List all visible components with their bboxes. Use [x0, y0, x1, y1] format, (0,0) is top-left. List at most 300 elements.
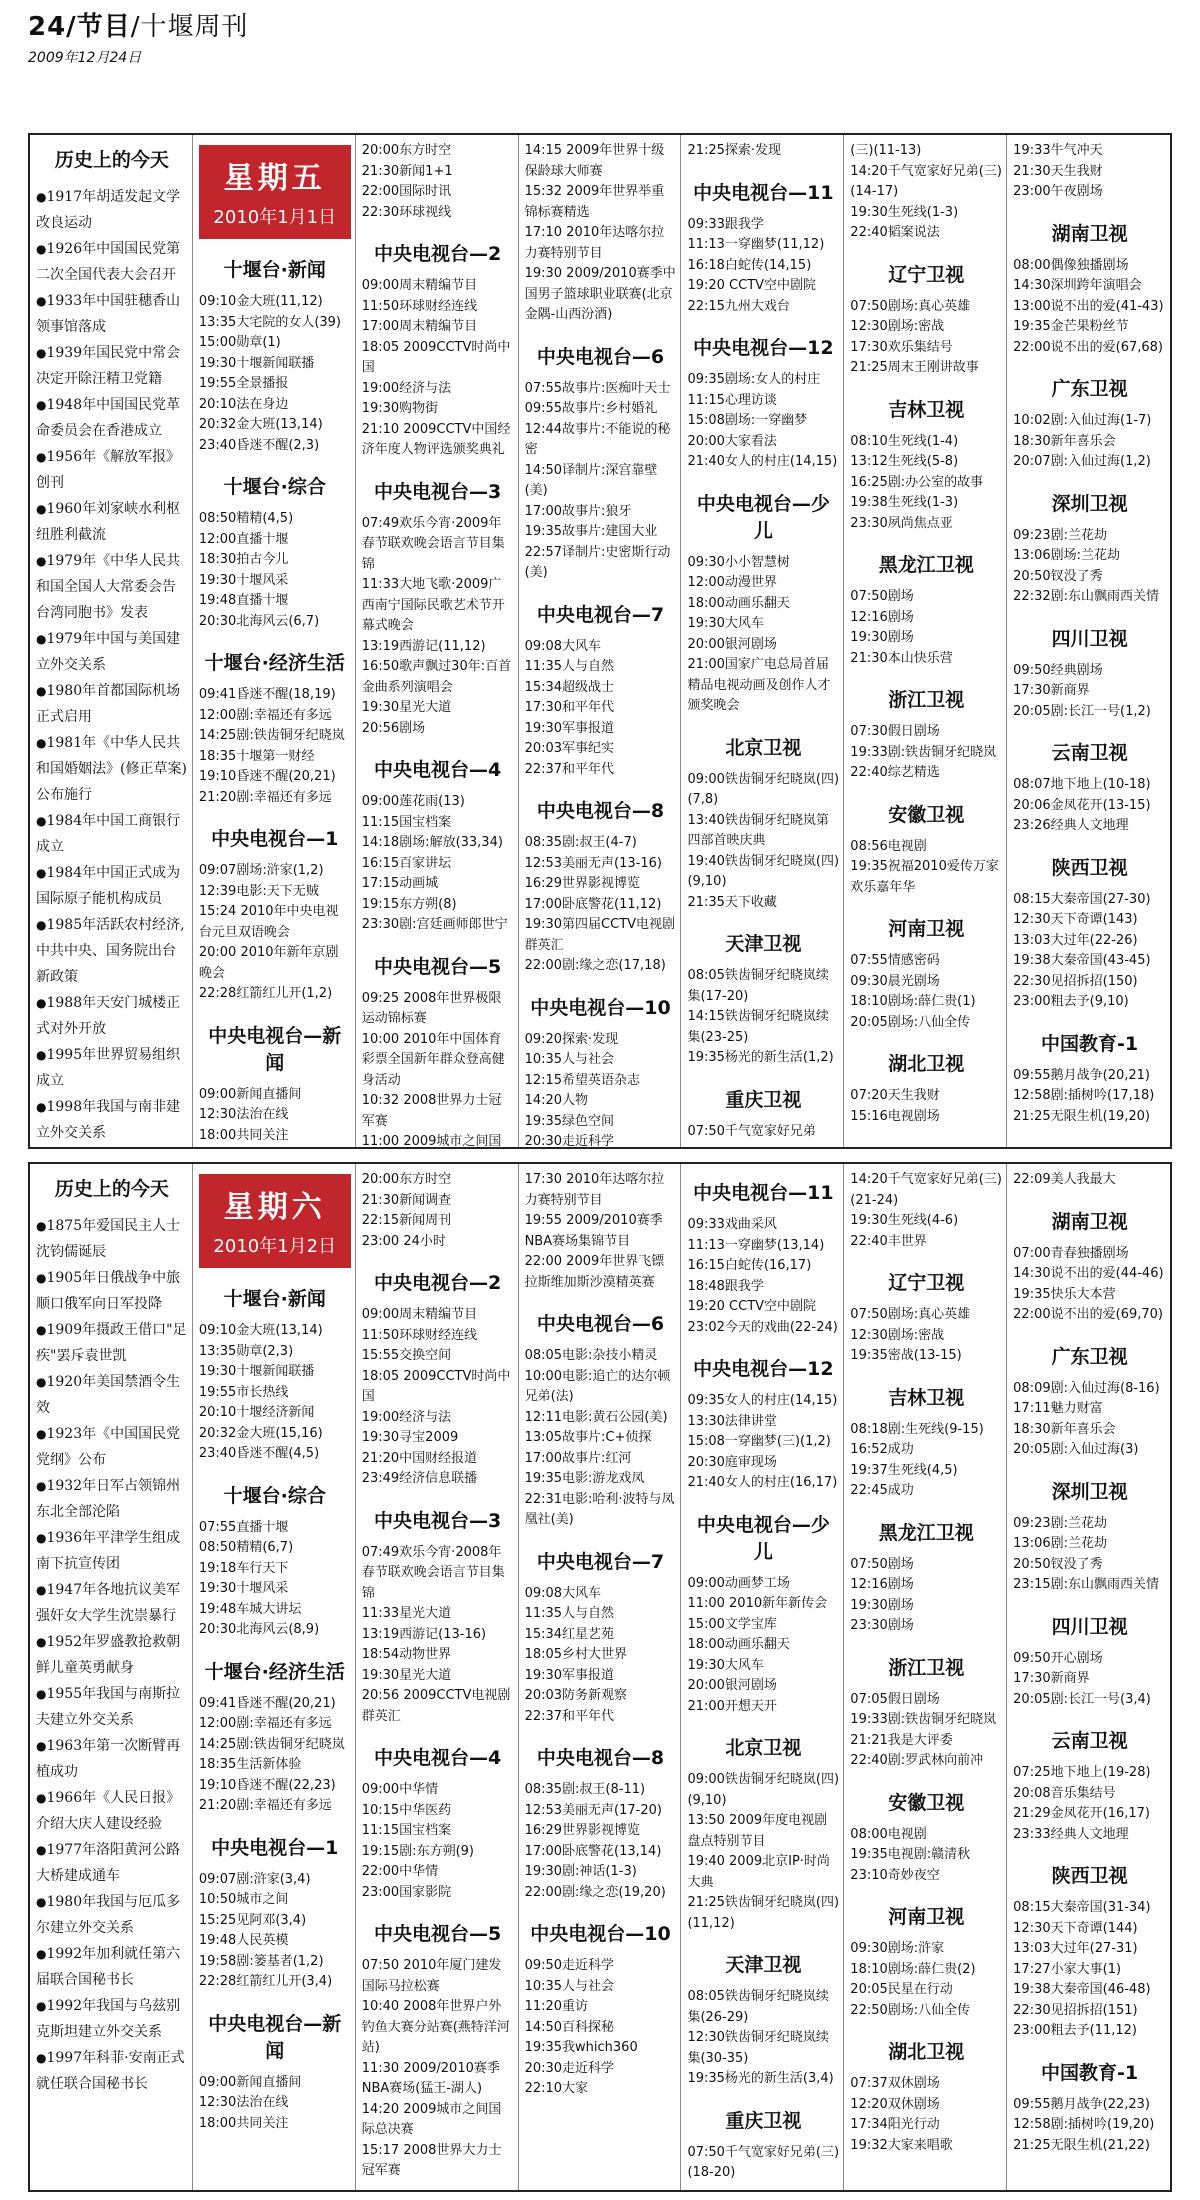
channel-name: 中央电视台—新闻 [208, 2012, 342, 2062]
program-item: 23:33经典人文地理 [1013, 1826, 1129, 1842]
program-item: 13:19西游记(13-16) [361, 1626, 487, 1642]
program-item: 21:29金凤花开(16,17) [1013, 1806, 1150, 1821]
program-item: 09:50走近科学 [524, 1958, 615, 1973]
program-item: 22:00剧:缘之恋(19,20) [524, 1884, 666, 1900]
program-item: 09:08大风车 [524, 1585, 602, 1601]
program-item: 22:32剧:东山飘雨西关情 [1013, 589, 1160, 604]
program-item: 14:15 2009年世界十级保龄球大师赛 [524, 143, 665, 179]
section-name: 节目 [76, 12, 131, 42]
bullet-icon: ● [36, 1048, 47, 1062]
program-item: 18:10剧场:薛仁贵(2) [850, 1961, 976, 1977]
program-item: 18:35生活新体验 [198, 1757, 302, 1772]
channel-name: 陕西卫视 [1051, 856, 1128, 879]
schedule-panel-saturday [28, 1162, 1172, 2192]
program-item: 19:30十堰新闻联播 [198, 1364, 315, 1379]
history-item-text: 1932年日军占领锦州东北全部沦陷 [36, 1478, 181, 1520]
program-item: 09:00新闻直播间 [198, 2074, 302, 2090]
program-item: 08:35剧:叔王(8-11) [524, 1782, 646, 1797]
program-item: 09:08大风车 [524, 638, 602, 654]
program-item: 11:13一穿幽梦(11,12) [687, 237, 825, 252]
channel-name: 中央电视台—7 [536, 603, 665, 626]
program-item: 07:49欢乐今宵·2009年春节联欢晚会语言节目集锦 [361, 515, 505, 572]
history-item-text: 1977年洛阳黄河公路大桥建成通车 [36, 1842, 181, 1884]
history-item [36, 1213, 188, 1265]
program-item: 19:35故事片:建国大业 [524, 524, 658, 539]
program-item: 20:05剧:长江一号(1,2) [1013, 703, 1151, 719]
program-item: 21:35天下收藏 [687, 894, 777, 910]
history-item [36, 548, 188, 626]
program-item: 11:30 2009/2010赛季NBA赛场(猛王-湖人) [361, 2060, 500, 2096]
program-item: 22:00 2009年世界飞镖拉斯维加斯沙漠精英赛 [524, 1254, 665, 1290]
program-item: 23:30夙尚焦点亚 [850, 515, 953, 531]
program-item: 12:58剧:插树吟(17,18) [1013, 1088, 1155, 1103]
history-item-text: 1947年各地抗议美军强奸女大学生沈崇暴行 [36, 1582, 181, 1624]
program-item: (三)(11-13) [850, 143, 922, 158]
history-item [36, 1265, 188, 1317]
bullet-icon: ● [36, 242, 47, 256]
channel-name: 四川卫视 [1051, 1615, 1128, 1638]
program-item: 09:00中华情 [361, 1782, 439, 1797]
program-item: 12:30剧场:密战 [850, 319, 945, 334]
program-item: 21:25无限生机(19,20) [1013, 1108, 1150, 1124]
channel-name: 河南卫视 [888, 1906, 965, 1928]
channel-name: 十堰台·新闻 [223, 259, 326, 281]
schedule-column [1007, 1164, 1170, 2190]
bullet-icon: ● [36, 190, 47, 204]
program-item: 21:20剧:幸福还有多远 [198, 1798, 332, 1813]
program-item: 14:20 2009城市之间国际总决赛 [361, 2101, 502, 2137]
program-item: 09:00莲花雨(13) [361, 794, 465, 809]
bullet-icon: ● [36, 450, 47, 464]
program-item: 14:25剧:铁齿铜牙纪晓岚 [198, 728, 345, 743]
channel-name: 中央电视台—11 [693, 181, 834, 204]
history-item-text: 1920年美国禁酒令生效 [36, 1374, 181, 1416]
program-item: 21:30天生我财 [1013, 163, 1103, 179]
program-item: 20:00银河剧场 [687, 636, 777, 652]
program-item: 12:58剧:插树吟(19,20) [1013, 2117, 1155, 2132]
bullet-icon: ● [36, 918, 47, 932]
program-item: 13:12生死线(5-8) [850, 454, 959, 469]
program-item: 07:50 2010年厦门建发国际马拉松赛 [361, 1958, 502, 1994]
program-item: 19:38生死线(1-3) [850, 495, 959, 510]
program-item: 18:05 2009CCTV时尚中国 [361, 1368, 511, 1404]
bullet-icon: ● [36, 1427, 47, 1441]
program-item: 11:20重访 [524, 1999, 589, 2014]
program-item: 21:30新闻调查 [361, 1192, 452, 1208]
channel-name: 河南卫视 [888, 918, 965, 940]
history-item [36, 1094, 188, 1146]
program-item: 19:55 2009/2010赛季NBA赛场集锦节目 [524, 1213, 663, 1249]
program-item: 09:00铁齿铜牙纪晓岚(四)(9,10) [687, 1772, 840, 1808]
program-item: 20:00 2010年新年京剧晚会 [198, 945, 339, 981]
program-item: 12:00直播十堰 [198, 531, 289, 547]
history-column [30, 1164, 193, 2190]
program-item: 19:35金芒果粉丝节 [1013, 319, 1129, 334]
program-item: 23:00国家影院 [361, 1884, 452, 1900]
program-item: 19:30十堰新闻联播 [198, 355, 315, 371]
channel-name: 天津卫视 [725, 1954, 802, 1976]
program-item: 20:05剧场:八仙全传 [850, 1014, 971, 1030]
program-item: 10:35人与社会 [524, 1978, 615, 1994]
program-item: 19:15剧:东方朔(9) [361, 1843, 474, 1859]
channel-name: 中央电视台—1 [211, 1836, 339, 1859]
program-item: 12:39电影:天下无贼 [198, 883, 319, 899]
program-item: 19:35祝福2010爱传万家欢乐嘉年华 [850, 859, 999, 895]
program-item: 21:10 2009CCTV中国经济年度人物评选颁奖典礼 [361, 421, 511, 457]
program-item: 16:29世界影视博览 [524, 876, 641, 891]
program-item: 16:50歌声飘过30年:百首金曲系列演唱会 [361, 659, 512, 695]
bullet-icon: ● [36, 1219, 47, 1233]
program-item: 19:00经济与法 [361, 380, 452, 396]
program-item: 19:35绿色空间 [524, 1113, 615, 1129]
program-item: 09:35剧场:女人的村庄 [687, 372, 821, 387]
schedule-column [844, 135, 1007, 1147]
history-item-text: 1992年加利就任第六届联合国秘书长 [36, 1946, 181, 1988]
page-header [28, 6, 248, 67]
channel-name: 十堰台·新闻 [223, 1288, 326, 1310]
bullet-icon: ● [36, 1895, 47, 1909]
program-item: 15:08剧场:一穿幽梦 [687, 413, 808, 428]
program-item: 12:00剧:幸福还有多远 [198, 707, 332, 723]
program-item: 14:30说不出的爱(44-46) [1013, 1266, 1164, 1281]
program-item: 07:05假日剧场 [850, 1691, 940, 1707]
history-item [36, 808, 188, 860]
bullet-icon: ● [36, 1531, 47, 1545]
program-item: 19:30十堰风采 [198, 572, 289, 588]
program-item: 11:15国宝档案 [361, 814, 452, 830]
program-item: 19:35杨光的新生活(3,4) [687, 2071, 834, 2086]
program-item: 22:09美人我最大 [1013, 1172, 1116, 1187]
program-item: 09:33戏曲采风 [687, 1217, 777, 1232]
history-item-text: 1963年第一次断臂再植成功 [36, 1738, 181, 1780]
history-item-text: 1981年《中华人民共和国婚姻法》(修正草案)公布施行 [36, 735, 187, 803]
schedule-column [193, 1164, 356, 2190]
program-item: 22:40综艺精选 [850, 765, 940, 780]
history-item [36, 1629, 188, 1681]
program-item: 19:30剧场 [850, 630, 914, 645]
program-item: 14:30深圳跨年演唱会 [1013, 278, 1142, 293]
bullet-icon: ● [36, 1375, 47, 1389]
schedule-column [681, 135, 844, 1147]
channel-name: 湖北卫视 [888, 2041, 965, 2063]
program-item: 09:30剧场:浒家 [850, 1941, 945, 1956]
program-item: 09:23剧:兰花劫 [1013, 527, 1108, 543]
program-item: 14:18剧场:解放(33,34) [361, 835, 503, 850]
program-item: 21:40女人的村庄(16,17) [687, 1475, 838, 1490]
bullet-icon: ● [36, 684, 47, 698]
channel-name: 中央电视台—5 [374, 1923, 502, 1945]
program-item: 10:32 2008世界力士冠军赛 [361, 1093, 502, 1129]
bullet-icon: ● [36, 1687, 47, 1701]
program-item: 17:11魅力财富 [1013, 1401, 1103, 1416]
program-item: 22:40剧:罗武林向前冲 [850, 1753, 984, 1768]
program-item: 19:35杨光的新生活(1,2) [687, 1050, 834, 1065]
history-item [36, 912, 188, 990]
channel-name: 黑龙江卫视 [878, 554, 974, 576]
program-item: 20:03军事纪实 [524, 741, 615, 756]
history-item [36, 990, 188, 1042]
schedule-column [681, 1164, 844, 2190]
program-item: 15:08一穿幽梦(三)(1,2) [687, 1434, 831, 1449]
program-item: 20:32金大班(15,16) [198, 1425, 323, 1441]
program-item: 12:16剧场 [850, 609, 914, 625]
program-item: 19:30十堰风采 [198, 1581, 289, 1596]
history-item [36, 340, 188, 392]
program-item: 07:20天生我财 [850, 1088, 940, 1103]
bullet-icon: ● [36, 1843, 47, 1857]
program-item: 23:40昏迷不醒(2,3) [198, 437, 320, 453]
program-item: 22:40丰世界 [850, 1233, 927, 1249]
program-item: 11:15国宝档案 [361, 1823, 452, 1838]
program-item: 21:25无限生机(21,22) [1013, 2137, 1150, 2153]
program-item: 09:50开心剧场 [1013, 1650, 1103, 1666]
schedule-column [193, 135, 356, 1147]
history-item [36, 1421, 188, 1473]
program-item: 18:48跟我学 [687, 1278, 764, 1294]
header-title: 24/节目/十堰周刊 [28, 12, 249, 42]
schedule-panel-friday [28, 133, 1172, 1149]
program-item: 19:20 CCTV空中剧院 [687, 278, 817, 293]
program-item: 22:00说不出的爱(69,70) [1013, 1307, 1163, 1322]
program-item: 09:23剧:兰花劫 [1013, 1515, 1108, 1531]
program-item: 12:15希望英语杂志 [524, 1072, 641, 1088]
program-item: 18:30新年喜乐会 [1013, 433, 1116, 449]
program-item: 14:20人物 [524, 1093, 589, 1108]
program-item: 17:00周末精编节目 [361, 319, 478, 334]
program-item: 20:05剧:入仙过海(3) [1013, 1442, 1139, 1457]
history-item [36, 392, 188, 444]
history-item [36, 1042, 188, 1094]
program-item: 22:28红箭红儿开(3,4) [198, 1974, 333, 1989]
program-item: 07:50剧场 [850, 1556, 914, 1572]
schedule-column [844, 1164, 1007, 2190]
program-item: 19:32大家来唱歌 [850, 2137, 953, 2153]
channel-name: 广东卫视 [1051, 1345, 1128, 1368]
program-item: 20:00大家看法 [687, 433, 777, 449]
history-item [36, 236, 188, 288]
history-item-text: 1984年中国工商银行成立 [36, 813, 181, 855]
program-item: 09:25 2008年世界极限运动锦标赛 [361, 990, 502, 1026]
program-item: 21:25探索·发现 [687, 143, 782, 158]
program-item: 11:35人与自然 [524, 659, 615, 674]
history-item [36, 288, 188, 340]
program-item: 15:24 2010年中央电视台元旦双语晚会 [198, 904, 339, 940]
program-item: 19:55全景播报 [198, 376, 289, 391]
program-item: 18:54动物世界 [361, 1647, 452, 1662]
program-item: 19:30生死线(1-3) [850, 204, 959, 220]
program-item: 14:25剧:铁齿铜牙纪晓岚 [198, 1736, 345, 1752]
program-item: 15:00文学宝库 [687, 1616, 777, 1632]
program-item: 16:52成功 [850, 1442, 914, 1457]
history-item [36, 1681, 188, 1733]
channel-name: 中央电视台—8 [536, 1747, 665, 1769]
program-item: 12:30法治在线 [198, 2095, 289, 2110]
bullet-icon: ● [36, 502, 47, 516]
program-item: 17:30新商界 [1013, 683, 1090, 698]
program-item: 10:02剧:入仙过海(1-7) [1013, 413, 1152, 428]
program-item: 08:18剧:生死线(9-15) [850, 1421, 984, 1437]
bullet-icon: ● [36, 632, 47, 646]
day-name: 星期六 [223, 1190, 326, 1225]
program-item: 08:05铁齿铜牙纪晓岚续集(26-29) [687, 1989, 829, 2025]
history-item-text: 1979年《中华人民共和国全国人大常委会告台湾同胞书》发表 [36, 553, 181, 621]
program-item: 17:00故事片:狼牙 [524, 503, 632, 519]
program-item: 21:00开想天开 [687, 1698, 777, 1714]
history-item-text: 1926年中国国民党第二次全国代表大会召开 [36, 241, 181, 283]
channel-name: 十堰台·经济生活 [204, 1660, 345, 1683]
program-item: 09:00新闻直播间 [198, 1086, 302, 1102]
program-item: 21:21我是大评委 [850, 1732, 953, 1748]
channel-name: 四川卫视 [1051, 627, 1128, 650]
history-item-text: 1955年我国与南斯拉夫建立外交关系 [36, 1686, 181, 1728]
program-item: 13:50 2009年度电视剧盘点特别节目 [687, 1813, 828, 1849]
program-item: 17:30和平年代 [524, 700, 615, 715]
program-item: 22:30见招拆招(150) [1013, 973, 1138, 989]
program-item: 09:41昏迷不醒(18,19) [198, 687, 336, 702]
history-item-text: 1952年罗盛教抢救朝鲜儿童英勇献身 [36, 1634, 181, 1676]
program-item: 19:58剧:篓基者(1,2) [198, 1953, 324, 1969]
program-item: 12:20双休剧场 [850, 2096, 940, 2112]
history-item-text: 1979年中国与美国建立外交关系 [36, 631, 181, 673]
program-item: 14:15铁齿铜牙纪晓岚续集(23-25) [687, 1009, 829, 1045]
history-item-text: 1875年爱国民主人士沈钧儒诞辰 [36, 1218, 181, 1260]
channel-name: 中央电视台—8 [536, 800, 665, 822]
history-item [36, 1993, 188, 2045]
program-item: 20:03防务新观察 [524, 1688, 628, 1703]
history-item [36, 1837, 188, 1889]
program-item: 19:30寻宝2009 [361, 1430, 459, 1445]
channel-name: 重庆卫视 [725, 1088, 802, 1111]
program-item: 19:33剧:铁齿铜牙纪晓岚 [850, 1712, 997, 1727]
program-item: 19:55市长热线 [198, 1384, 289, 1400]
program-item: 14:50百科探秘 [524, 2019, 615, 2035]
program-item: 16:15白蛇传(16,17) [687, 1258, 812, 1273]
program-item: 19:33牛气冲天 [1013, 143, 1103, 158]
program-item: 23:30剧场 [850, 1618, 914, 1633]
program-item: 19:35电视剧:赣清秋 [850, 1847, 971, 1862]
channel-name: 中央电视台—3 [374, 480, 502, 503]
program-item: 15:25见阿邓(3,4) [198, 1912, 307, 1928]
program-item: 23:40昏迷不醒(4,5) [198, 1446, 320, 1461]
program-item: 22:31电影:哈利·波特与凤凰社(美) [524, 1491, 675, 1527]
bullet-icon: ● [36, 2051, 47, 2065]
program-item: 23:00午夜剧场 [1013, 184, 1103, 199]
history-item [36, 1941, 188, 1993]
program-item: 20:05民星在行动 [850, 1982, 953, 1997]
history-item [36, 1317, 188, 1369]
bullet-icon: ● [36, 554, 47, 568]
channel-name: 十堰台·经济生活 [204, 652, 345, 674]
history-item [36, 1369, 188, 1421]
channel-name: 中国教育-1 [1041, 2061, 1139, 2084]
history-item-text: 1909年摄政王借口"足疾"罢斥袁世凯 [36, 1322, 187, 1364]
program-item: 22:37和平年代 [524, 1708, 615, 1724]
program-item: 08:05铁齿铜牙纪晓岚续集(17-20) [687, 968, 829, 1004]
channel-name: 中央电视台—新闻 [208, 1024, 342, 1074]
program-item: 22:10大家 [524, 2081, 589, 2096]
program-item: 22:40韬案说法 [850, 225, 940, 240]
history-item [36, 860, 188, 912]
channel-name: 中央电视台—5 [374, 955, 502, 978]
program-item: 13:40铁齿铜牙纪晓岚第四部首映庆典 [687, 812, 829, 848]
program-item: 12:30天下奇谭(143) [1013, 912, 1138, 927]
program-item: 18:35十堰第一财经 [198, 748, 315, 764]
program-item: 20:07剧:入仙过海(1,2) [1013, 454, 1151, 469]
channel-name: 广东卫视 [1051, 378, 1128, 400]
program-item: 07:55直播十堰 [198, 1519, 289, 1535]
history-item-text: 1933年中国驻穗香山领事馆落成 [36, 293, 181, 335]
program-item: 09:07剧场:浒家(1,2) [198, 863, 324, 878]
program-item: 22:37和平年代 [524, 761, 615, 777]
program-item: 23:26经典人文地理 [1013, 818, 1129, 833]
channel-name: 中央电视台—3 [374, 1509, 502, 1532]
channel-name: 北京卫视 [725, 1737, 802, 1759]
program-item: 19:48人民英模 [198, 1933, 289, 1948]
program-item: 22:00说不出的爱(67,68) [1013, 339, 1163, 355]
program-item: 23:10奇妙夜空 [850, 1867, 940, 1883]
program-item: 19:30购物街 [361, 401, 439, 416]
program-item: 12:44故事片:不能说的秘密 [524, 421, 671, 457]
program-item: 10:35人与社会 [524, 1052, 615, 1067]
channel-name: 中央电视台—2 [374, 243, 502, 265]
program-item: 18:10剧场:薛仁贵(1) [850, 994, 976, 1009]
program-item: 21:25周末王刚讲故事 [850, 360, 979, 375]
channel-name: 吉林卫视 [888, 1386, 965, 1409]
program-item: 13:06剧:兰花劫 [1013, 1536, 1108, 1551]
program-item: 21:40女人的村庄(14,15) [687, 454, 838, 469]
program-item: 20:00银河剧场 [687, 1678, 777, 1693]
program-item: 23:00粗去予(9,10) [1013, 994, 1129, 1009]
program-item: 20:06金凤花开(13-15) [1013, 797, 1151, 813]
program-item: 12:30天下奇谭(144) [1013, 1920, 1138, 1936]
day-date: 2010年1月1日 [213, 207, 337, 228]
history-item-text: 1905年日俄战争中旅顺口俄军向日军投降 [36, 1270, 181, 1312]
program-item: 19:10昏迷不醒(20,21) [198, 769, 336, 784]
bullet-icon: ● [36, 1947, 47, 1961]
program-item: 22:00剧:缘之恋(17,18) [524, 958, 666, 973]
channel-name: 深圳卫视 [1051, 492, 1128, 515]
history-item [36, 626, 188, 678]
history-item [36, 1146, 188, 1147]
program-item: 13:35大宅院的女人(39) [198, 314, 342, 330]
channel-name: 云南卫视 [1051, 1730, 1128, 1752]
program-item: 13:03大过年(22-26) [1013, 932, 1138, 948]
program-item: 17:30欢乐集结号 [850, 339, 953, 355]
program-item: 17:34阳光行动 [850, 2117, 940, 2132]
program-item: 19:00经济与法 [361, 1409, 452, 1425]
program-item: 15:55交换空间 [361, 1348, 452, 1363]
channel-name: 中央电视台—12 [693, 337, 834, 359]
program-item: 09:07剧:浒家(3,4) [198, 1871, 311, 1887]
program-item: 08:07地下地上(10-18) [1013, 777, 1151, 792]
channel-name: 安徽卫视 [888, 803, 965, 826]
program-item: 19:30大风车 [687, 1657, 764, 1673]
channel-name: 十堰台·综合 [223, 476, 326, 498]
channel-name: 云南卫视 [1051, 742, 1128, 764]
program-item: 10:00 2010年中国体育彩票全国新年群众登高健身活动 [361, 1031, 505, 1088]
program-item: 17:30 2010年达喀尔拉力赛特别节目 [524, 1172, 665, 1208]
program-item: 11:50环球财经连线 [361, 1327, 478, 1343]
paper-name: 十堰周刊 [140, 12, 249, 42]
program-item: 19:38大秦帝国(46-48) [1013, 1982, 1151, 1997]
program-item: 18:00动画乐翻天 [687, 1637, 790, 1652]
program-item: 21:25铁齿铜牙纪晓岚(四)(11,12) [687, 1895, 840, 1931]
program-item: 14:20千气宽家好兄弟(三)(21-24) [850, 1172, 1002, 1208]
program-item: 09:00动画梦工场 [687, 1575, 790, 1591]
program-item: 17:00卧底警花(13,14) [524, 1843, 662, 1859]
channel-name: 辽宁卫视 [888, 263, 965, 286]
program-item: 20:50钗没了秀 [1013, 1556, 1103, 1572]
